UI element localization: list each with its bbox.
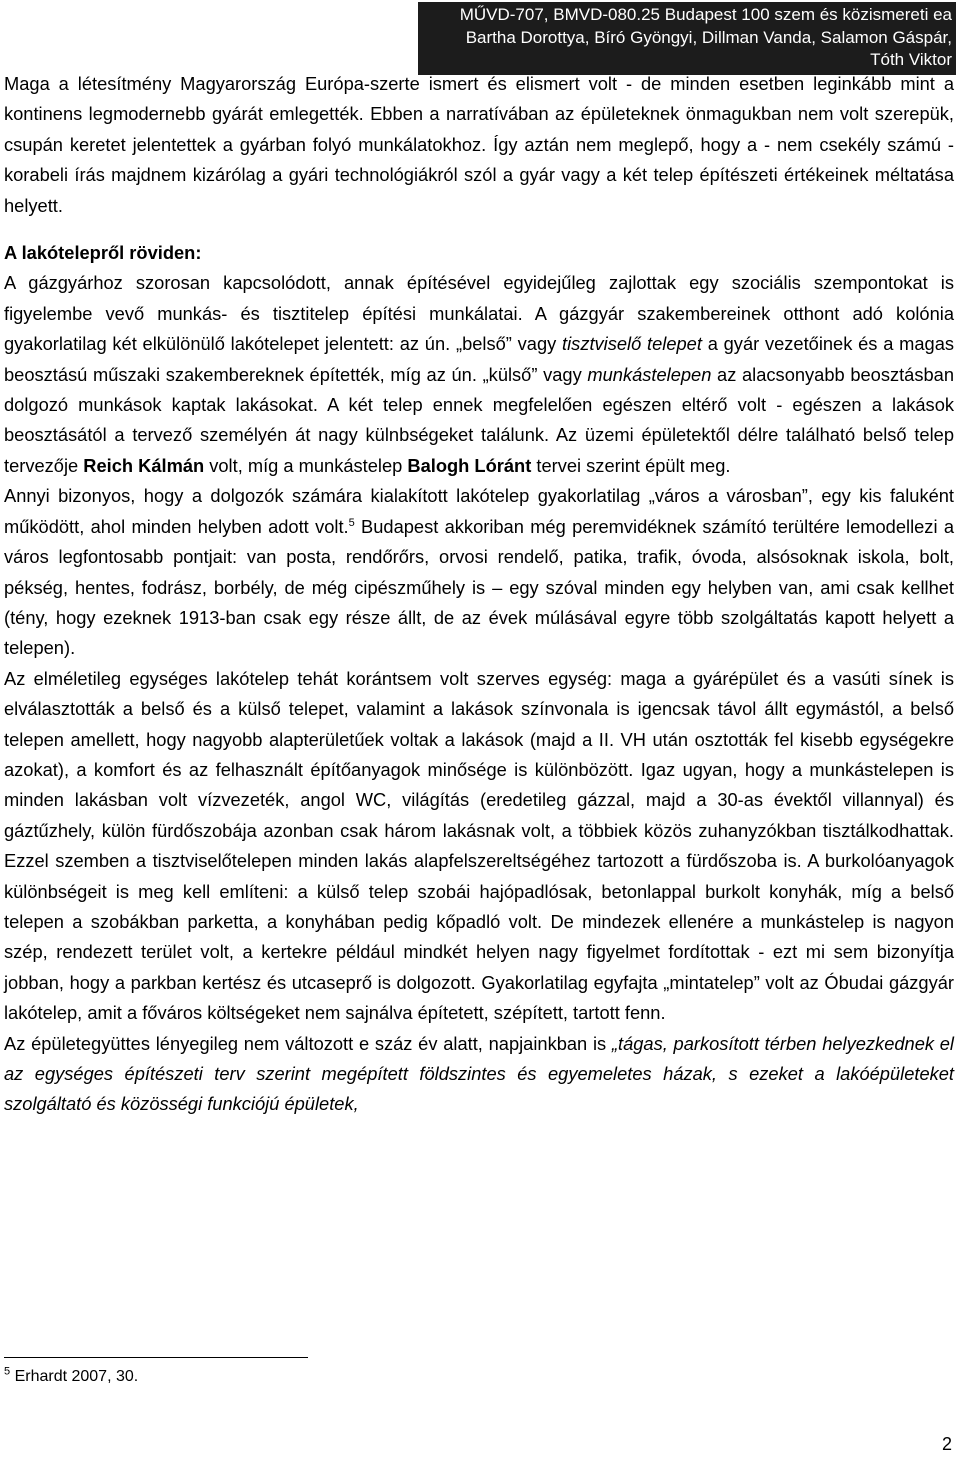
paragraph-present-day — [4, 1029, 954, 1120]
text-run: vagy — [511, 333, 563, 355]
text-run: A gázgyárhoz szorosan kapcsolódott, annak építésével egyidejűleg zajlottak egy szociális szempontokat is figyelembe vevő munkás- és tisztitelep építési munkálatai. A gázgyár szakembereinek otthont adó kolónia gyakorlatilag két elkülönülő lakótelepet jelentett: az ún. „ — [4, 272, 954, 355]
footnote-separator — [4, 1357, 308, 1358]
footnote — [4, 1367, 138, 1387]
running-header — [418, 2, 956, 75]
quoted-text: „tágas, parkosított térben helyezkednek el az egységes építészeti terv szerint megépített földszintes és egyemeletes házak, s ezeket a lakóépületeket szolgáltató és közösségi funkciójú épületek, — [4, 1032, 954, 1115]
footnote-number: 5 — [4, 1365, 11, 1378]
paragraph-city-in-city — [4, 481, 954, 663]
intro-paragraph: Maga a létesítmény Magyarország Európa-szerte ismert és elismert volt - de minden esetben leginkább mint a kontinens legmodernebb gyárát emlegették. Ebben a narratívában az épületeknek önmagukban nem volt szerepük, csupán keretet jelentettek a gyárban folyó munkálatokhoz. Így aztán nem meglepő, hogy a - nem csekély számú - korabeli írás majdnem kizárólag a gyári technológiákról szól a gyár vagy a két telep építészeti értékeinek méltatása helyett. — [4, 73, 954, 216]
text-run: Annyi bizonyos, hogy a dolgozók számára kialakított lakótelep gyakorlatilag „város a városban”, egy kis faluként működött, ahol minden helyben adott volt. — [4, 485, 954, 537]
text-run: vagy — [537, 363, 588, 385]
footnote-text: Erhardt 2007, 30. — [10, 1368, 139, 1385]
paragraph-differences: Az elméletileg egységes lakótelep tehát korántsem volt szerves egység: maga a gyárépület és a vasúti sínek is elválasztották a belső és a külső telepet, valamint a lakások színvonala is igencsak távol állt egymástól, a belső telepen amellett, hogy nagyobb alapterületűek voltak a lakások (majd a II. VH után osztották fel kisebb egységekre azokat), a komfort és az felhasznált építőanyagok minősége is különbözött. Igaz ugyan, hogy a munkástelepen is minden lakásban volt vízvezeték, angol WC, világítás (eredetileg gázzal, majd a 30-as évektől villannyal) és gáztűzhely, külön fürdőszobája azonban csak három lakásnak volt, a többiek közös zuhanyzókban tisztálkodhattak. Ezzel szemben a tisztviselőtelepen minden lakás alapfelszereltségéhez tartozott a fürdőszoba is. A burkolóanyagok különbségeit is meg kell említeni: a külső telep szobái hajópadlósak, betonlappal burkolt konyhák, míg a belső telepen a szobákban parketta, a konyhában pedig kőpadló volt. De mindezek ellenére a munkástelep is nagyon szép, rendezett terület volt, a kertekre például mindkét helyen nagy figyelmet fordítottak - ezt mi sem bizonyítja jobban, hogy a parkban kertész és utcaseprő is dolgozott. Gyakorlatilag egyfajta „mintatelep” volt az Óbudai gázgyár lakótelep, amit a főváros költségeket nem sajnálva építetett, szépített, tartott fenn. — [4, 667, 954, 1024]
term-munkastelep: munkástelepen — [587, 363, 712, 385]
architect-reich: Reich Kálmán — [83, 454, 205, 476]
header-course-line: MŰVD-707, BMVD-080.25 Budapest 100 szem és közismereti ea — [459, 5, 952, 24]
text-run: tervei szerint épült meg. — [531, 454, 731, 476]
text-run: volt, míg a munkástelep — [204, 454, 408, 476]
text-run: az alacsonyabb beosztásban dolgozó munkások kaptak lakásokat. A két telep ennek megfelelően egészen eltérő volt - egészen a lakások beosztásától a tervező személyén át nagy külnbségeket találunk. Az üzemi épületektől délre található belső telep tervezője — [4, 363, 954, 476]
footnote-reference[interactable]: 5 — [348, 516, 355, 529]
text-run: a gyár vezetőinek és a magas beosztású műszaki szakembereknek építették, míg az ún. „ — [4, 333, 955, 385]
page-number: 2 — [941, 1434, 952, 1454]
text-run: Budapest akkoriban még peremvidéknek számító terültére lemodellezi a város legfontosabb pontjait: van posta, rendőrőrs, orvosi rendelő, patika, trafik, óvoda, alsósoknak iskola, bolt, pékség, hentes, fodrász, borbély, de még cipészműhely is – egy szóval minden egy helyben van, ami csak kellhet (tény, hogy ezeknek 1913-ban csak egy része állt, de az évek múlásával egyre több szolgáltatás kapott helyett a telepen). — [4, 515, 954, 659]
text-run: Az épületegyüttes lényegileg nem változott e száz év alatt, napjainkban is — [4, 1032, 612, 1054]
section-title: A lakótelepről röviden: — [4, 242, 202, 264]
main-text — [4, 69, 954, 1120]
header-authors-line: Bartha Dorottya, Bíró Gyöngyi, Dillman Vanda, Salamon Gáspár, Tóth Viktor — [465, 27, 952, 69]
paragraph-colony: A gázgyárhoz szorosan kapcsolódott, annak építésével egyidejűleg zajlottak egy szociális szempontokat is figyelembe vevő munkás- és tisztitelep építési munkálatai. A gázgyár szakembereinek otthont adó kolónia gyakorlatilag két elkülönülő lakótelepet jelentett: az ún. „belső” vagy tisztviselő telepet a gyár vezetőinek és a magas beosztású műszaki szakembereknek építették, míg az ún. „külső” vagy munkástelepen az alacsonyabb beosztásban dolgozó munkások kaptak lakásokat. A két telep ennek megfelelően egészen eltérő volt - egészen a lakások beosztásától a tervező személyén át nagy külnbségeket találunk. Az üzemi épületektől délre található belső telep tervezője Reich Kálmán volt, míg a munkástelep Balogh Lóránt tervei szerint épült meg. — [4, 272, 955, 476]
term-kulso: külső — [488, 363, 532, 385]
architect-balogh: Balogh Lóránt — [407, 454, 532, 476]
term-tisztviselo-telep: tisztviselő telepet — [562, 333, 702, 355]
term-belso: belső — [462, 333, 506, 355]
